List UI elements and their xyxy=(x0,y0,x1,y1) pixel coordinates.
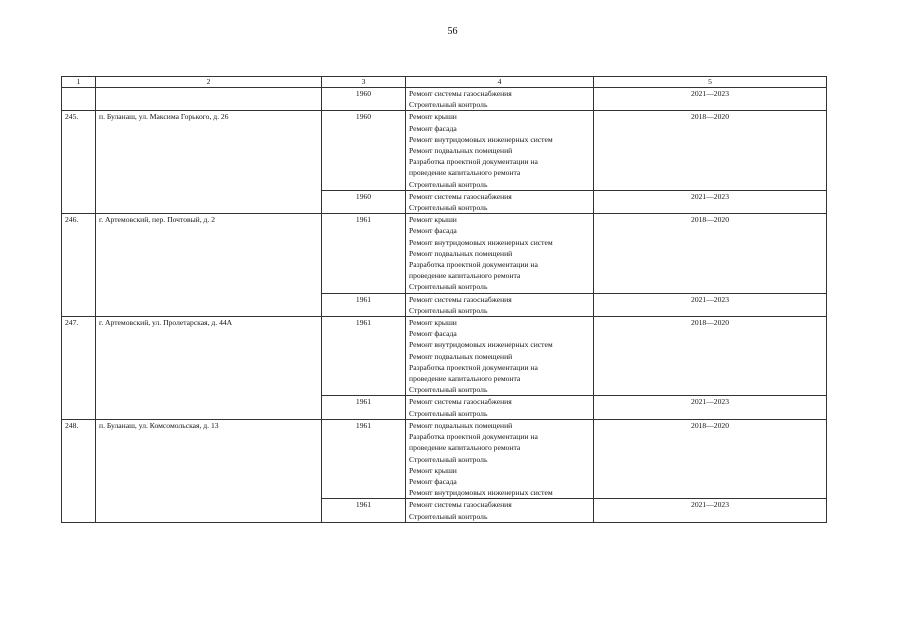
work-item: Разработка проектной документации на xyxy=(409,157,538,167)
work-item: Строительный контроль xyxy=(409,385,488,395)
table-body xyxy=(62,77,827,523)
year-cell: 1961 xyxy=(322,396,406,419)
work-item: Строительный контроль xyxy=(409,511,488,521)
address-cell: г. Артемовский, ул. Пролетарская, д. 44А xyxy=(96,317,322,420)
work-item: Строительный контроль xyxy=(409,179,488,189)
work-item: проведение капитального ремонта xyxy=(409,443,521,453)
work-item: Строительный контроль xyxy=(409,305,488,315)
work-item: Строительный контроль xyxy=(409,100,488,110)
period-cell: 2018—2020 xyxy=(594,419,827,498)
work-item: Ремонт системы газоснабжения xyxy=(409,500,512,510)
year-cell: 1961 xyxy=(322,293,406,316)
period-cell: 2021—2023 xyxy=(594,190,827,213)
row-number: 246. xyxy=(62,214,96,317)
work-item: Разработка проектной документации на xyxy=(409,362,538,372)
year-cell: 1960 xyxy=(322,88,406,111)
work-item: Ремонт крыши xyxy=(409,215,457,225)
table-row xyxy=(62,317,827,396)
work-item: Разработка проектной документации на xyxy=(409,260,538,270)
works-cell xyxy=(406,111,594,190)
period-cell: 2018—2020 xyxy=(594,317,827,396)
table-row xyxy=(62,111,827,190)
work-item: Строительный контроль xyxy=(409,454,488,464)
work-item: Ремонт крыши xyxy=(409,465,457,475)
work-item: Строительный контроль xyxy=(409,282,488,292)
table-row xyxy=(62,214,827,293)
period-cell: 2021—2023 xyxy=(594,88,827,111)
header-row xyxy=(62,77,827,88)
year-cell: 1961 xyxy=(322,499,406,522)
work-item: Ремонт фасада xyxy=(409,123,457,133)
row-number xyxy=(62,88,96,111)
work-item: Строительный контроль xyxy=(409,203,488,213)
address-cell: п. Буланаш, ул. Комсомольская, д. 13 xyxy=(96,419,322,522)
work-item: проведение капитального ремонта xyxy=(409,271,521,281)
period-cell: 2021—2023 xyxy=(594,293,827,316)
works-cell xyxy=(406,190,594,213)
work-item: Ремонт крыши xyxy=(409,112,457,122)
work-item: проведение капитального ремонта xyxy=(409,374,521,384)
row-number: 245. xyxy=(62,111,96,214)
header-col-1: 1 xyxy=(62,77,96,88)
header-col-5: 5 xyxy=(594,77,827,88)
row-number: 247. xyxy=(62,317,96,420)
capital-repair-table xyxy=(61,76,827,523)
work-item: Ремонт подвальных помещений xyxy=(409,351,513,361)
work-item: Ремонт подвальных помещений xyxy=(409,420,513,430)
work-item: Ремонт системы газоснабжения xyxy=(409,294,512,304)
period-cell: 2018—2020 xyxy=(594,111,827,190)
work-item: Ремонт фасада xyxy=(409,476,457,486)
work-item: Ремонт системы газоснабжения xyxy=(409,89,512,98)
period-cell: 2018—2020 xyxy=(594,214,827,293)
address-cell: г. Артемовский, пер. Почтовый, д. 2 xyxy=(96,214,322,317)
year-cell: 1961 xyxy=(322,214,406,293)
year-cell: 1961 xyxy=(322,419,406,498)
work-item: Ремонт подвальных помещений xyxy=(409,248,513,258)
header-col-4: 4 xyxy=(406,77,594,88)
period-cell: 2021—2023 xyxy=(594,396,827,419)
row-number: 248. xyxy=(62,419,96,522)
header-col-2: 2 xyxy=(96,77,322,88)
work-item: Ремонт внутридомовых инженерных систем xyxy=(409,340,553,350)
works-cell xyxy=(406,396,594,419)
work-item: Ремонт внутридомовых инженерных систем xyxy=(409,134,553,144)
header-col-3: 3 xyxy=(322,77,406,88)
work-item: Ремонт системы газоснабжения xyxy=(409,397,512,407)
table-row xyxy=(62,88,827,111)
work-item: Ремонт фасада xyxy=(409,226,457,236)
works-cell xyxy=(406,293,594,316)
work-item: Ремонт крыши xyxy=(409,318,457,328)
work-item: Разработка проектной документации на xyxy=(409,432,538,442)
work-item: Ремонт внутридомовых инженерных систем xyxy=(409,237,553,247)
address-cell: п. Буланаш, ул. Максима Горького, д. 26 xyxy=(96,111,322,214)
page-number: 56 xyxy=(447,26,458,37)
work-item: Ремонт подвальных помещений xyxy=(409,146,513,156)
period-cell: 2021—2023 xyxy=(594,499,827,522)
work-item: Ремонт системы газоснабжения xyxy=(409,191,512,201)
year-cell: 1961 xyxy=(322,317,406,396)
work-item: Ремонт фасада xyxy=(409,329,457,339)
address-cell xyxy=(96,88,322,111)
works-cell xyxy=(406,419,594,498)
work-item: Строительный контроль xyxy=(409,408,488,418)
work-item: проведение капитального ремонта xyxy=(409,168,521,178)
year-cell: 1960 xyxy=(322,111,406,190)
works-cell xyxy=(406,317,594,396)
works-cell xyxy=(406,214,594,293)
table-row xyxy=(62,419,827,498)
works-cell xyxy=(406,499,594,522)
works-cell xyxy=(406,88,594,111)
year-cell: 1960 xyxy=(322,190,406,213)
work-item: Ремонт внутридомовых инженерных систем xyxy=(409,488,553,498)
